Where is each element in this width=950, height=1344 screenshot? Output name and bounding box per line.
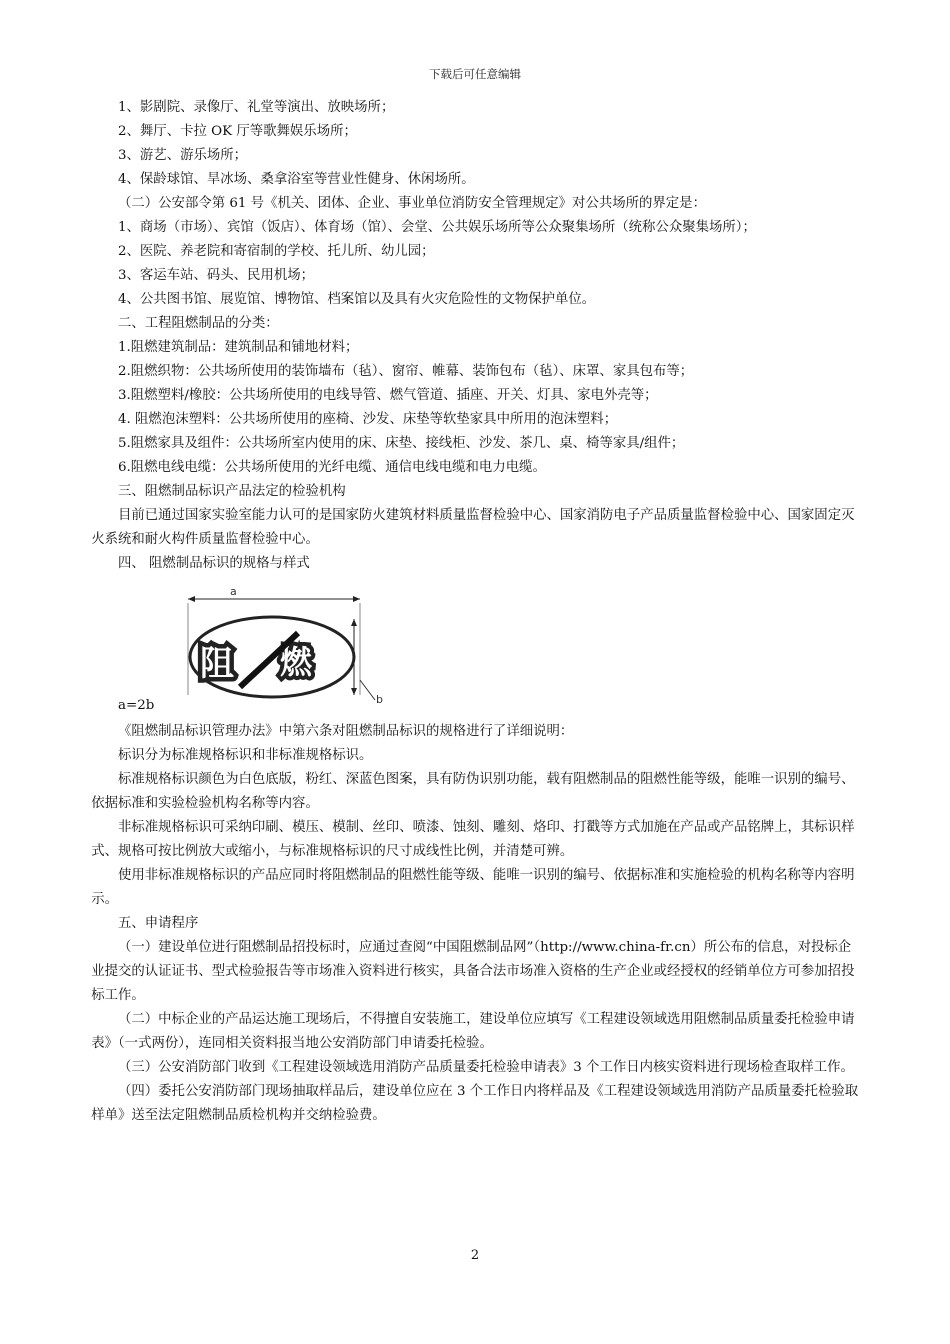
flame-retardant-mark-figure <box>180 575 408 715</box>
paragraph: 标准规格标识颜色为白色底版，粉红、深蓝色图案，具有防伪识别功能，载有阻燃制品的阻燃性能等级，能唯一识别的编号、依据标准和实验检验机构名称等内容。 <box>91 772 855 811</box>
paragraph: （四）委托公安消防部门现场抽取样品后，建设单位应在 3 个工作日内将样品及《工程建设领域选用消防产品质量委托检验取样单》送至法定阻燃制品质检机构并交纳检验费。 <box>91 1084 859 1123</box>
page-number: 2 <box>470 1248 480 1263</box>
mark-char-2: 燃 <box>280 643 313 681</box>
paragraph: （三）公安消防部门收到《工程建设领域选用消防产品质量委托检验申请表》3 个工作日内核实资料进行现场检查取样工作。 <box>118 1060 854 1075</box>
list-item: 6.阻燃电线电缆：公共场所使用的光纤电缆、通信电线电缆和电力电缆。 <box>118 460 546 475</box>
paragraph: （二）公安部令第 61 号《机关、团体、企业、事业单位消防安全管理规定》对公共场所的界定是： <box>118 196 706 211</box>
paragraph: 标识分为标准规格标识和非标准规格标识。 <box>118 748 373 763</box>
list-item: 4、公共图书馆、展览馆、博物馆、档案馆以及具有火灾危险性的文物保护单位。 <box>118 292 596 307</box>
section-heading: 四、 阻燃制品标识的规格与样式 <box>118 556 310 571</box>
list-item: 2、医院、养老院和寄宿制的学校、托儿所、幼儿园； <box>118 244 435 259</box>
list-item: 4. 阻燃泡沫塑料：公共场所使用的座椅、沙发、床垫等软垫家具中所用的泡沫塑料； <box>118 412 618 427</box>
paragraph: 非标准规格标识可采纳印刷、模压、模制、丝印、喷漆、蚀刻、雕刻、烙印、打戳等方式加施在产品或产品铭牌上，其标识样式、规格可按比例放大或缩小，与标准规格标识的尺寸成线性比例，并清楚可辨。 <box>91 820 855 859</box>
list-item: 2、舞厅、卡拉 OK 厅等歌舞娱乐场所； <box>118 124 357 139</box>
list-item: 1、影剧院、录像厅、礼堂等演出、放映场所； <box>118 100 395 115</box>
dim-label-a: a <box>230 585 237 598</box>
section-heading: 二、工程阻燃制品的分类： <box>118 316 279 331</box>
dim-label-b: b <box>376 693 383 706</box>
document-body-continued <box>91 720 860 1128</box>
section-heading: 五、申请程序 <box>118 916 199 931</box>
list-item: 5.阻燃家具及组件：公共场所室内使用的床、床垫、接线柜、沙发、茶几、桌、椅等家具/组件； <box>118 436 685 451</box>
mark-char-1: 阻 <box>200 644 234 684</box>
list-item: 3.阻燃塑料/橡胶：公共场所使用的电线导管、燃气管道、插座、开关、灯具、家电外壳等； <box>118 388 658 403</box>
document-body <box>91 96 860 576</box>
list-item: 1.阻燃建筑制品：建筑制品和铺地材料； <box>118 340 359 355</box>
paragraph: 目前已通过国家实验室能力认可的是国家防火建筑材料质量监督检验中心、国家消防电子产品质量监督检验中心、国家固定灭火系统和耐火构件质量监督检验中心。 <box>91 508 855 547</box>
list-item: 3、客运车站、码头、民用机场； <box>118 268 314 283</box>
section-heading: 三、阻燃制品标识产品法定的检验机构 <box>118 484 346 499</box>
page-header: 下载后可任意编辑 <box>429 67 521 81</box>
paragraph: 《阻燃制品标识管理办法》中第六条对阻燃制品标识的规格进行了详细说明： <box>118 724 574 739</box>
list-item: 4、保龄球馆、旱冰场、桑拿浴室等营业性健身、休闲场所。 <box>118 172 475 187</box>
list-item: 2.阻燃织物：公共场所使用的装饰墙布（毡）、窗帘、帷幕、装饰包布（毡）、床罩、家具包布等； <box>118 364 694 379</box>
paragraph: （二）中标企业的产品运达施工现场后，不得擅自安装施工，建设单位应填写《工程建设领域选用阻燃制品质量委托检验申请表》（一式两份），连同相关资料报当地公安消防部门申请委托检验。 <box>91 1012 855 1051</box>
paragraph: （一）建设单位进行阻燃制品招投标时，应通过查阅“中国阻燃制品网”（http://www.china-fr.cn）所公布的信息，对投标企业提交的认证证书、型式检验报告等市场准入资料进行核实，具备合法市场准入资格的生产企业或经授权的经销单位方可参加招投标工作。 <box>91 940 855 1003</box>
list-item: 3、游艺、游乐场所； <box>118 148 248 163</box>
mark-diagram <box>180 575 408 715</box>
figure-caption: a=2b <box>118 698 155 713</box>
list-item: 1、商场（市场）、宾馆（饭店）、体育场（馆）、会堂、公共娱乐场所等公众聚集场所（统称公众聚集场所）； <box>118 220 756 235</box>
paragraph: 使用非标准规格标识的产品应同时将阻燃制品的阻燃性能等级、能唯一识别的编号、依据标准和实施检验的机构名称等内容明示。 <box>91 868 855 907</box>
